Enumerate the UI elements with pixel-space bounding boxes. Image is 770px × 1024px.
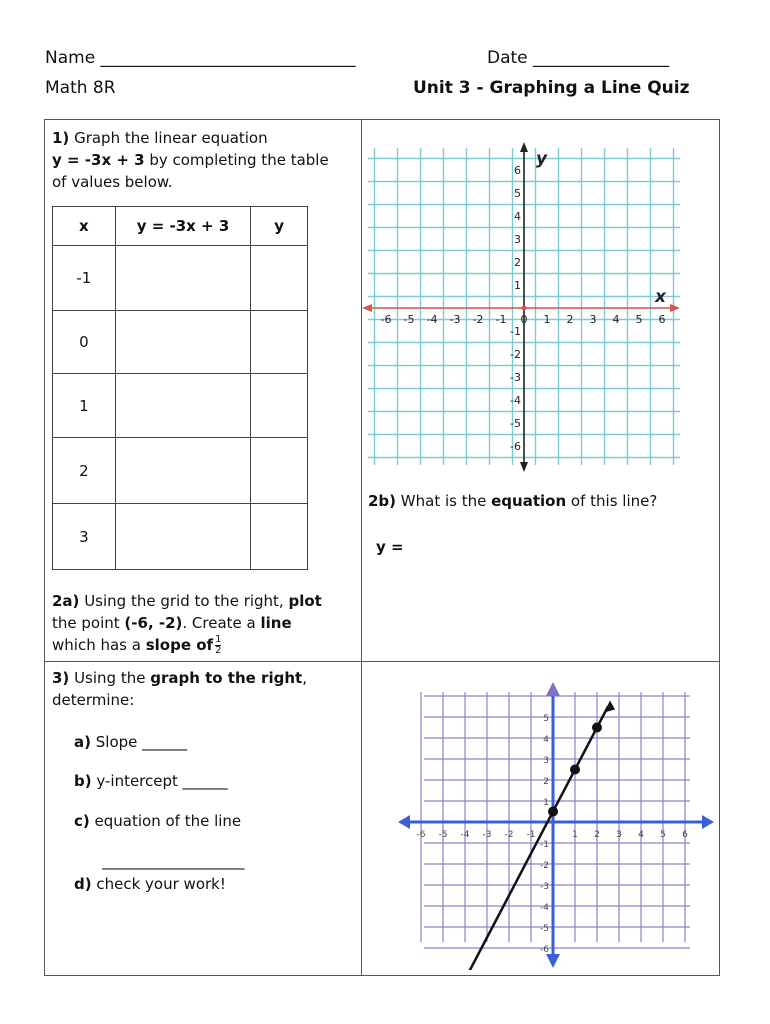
q2b-equation: equation — [491, 492, 567, 510]
y-cell[interactable] — [251, 438, 308, 504]
x-tick-label: -5 — [438, 830, 448, 840]
part-d-text: check your work! — [96, 875, 226, 893]
part-b-text: y-intercept ______ — [96, 772, 228, 790]
q1-number: 1) — [52, 129, 70, 147]
part-a-label: a) — [74, 733, 91, 751]
q3-part-b — [74, 770, 228, 792]
q2a-number: 2a) — [52, 592, 80, 610]
q3-part-c — [74, 810, 241, 832]
q2a-point: (-6, -2) — [124, 614, 183, 632]
y-tick-label: -4 — [540, 903, 549, 913]
part-a-text: Slope ______ — [95, 733, 188, 751]
y-tick-label: 6 — [514, 164, 521, 177]
x-tick-label: -2 — [472, 313, 484, 326]
question-1 — [52, 127, 357, 193]
x-value: -1 — [53, 246, 116, 311]
q2a-text4: which has a — [52, 636, 146, 654]
x-tick-label: 5 — [660, 830, 666, 840]
x-tick-label: 6 — [682, 830, 688, 840]
x-tick-label: -1 — [526, 830, 536, 840]
y-tick-label: 5 — [514, 187, 521, 200]
x-axis-arrow-right-icon — [702, 815, 714, 829]
plotted-point — [548, 807, 558, 817]
x-tick-label: -6 — [380, 313, 392, 326]
y-axis-label: y — [536, 149, 548, 169]
y-tick-label: -4 — [510, 394, 521, 407]
y-tick-label: -5 — [510, 417, 521, 430]
x-tick-label: 3 — [616, 830, 622, 840]
y-tick-label: 4 — [543, 735, 549, 745]
q2a-plot: plot — [288, 592, 322, 610]
x-value: 1 — [53, 374, 116, 438]
x-tick-label: -4 — [426, 313, 438, 326]
line-arrow-up-icon — [604, 701, 615, 713]
y-tick-label: -2 — [510, 348, 521, 361]
x-axis-arrow-right-icon — [670, 304, 680, 312]
y-tick-label: -6 — [510, 440, 521, 453]
y-cell[interactable] — [251, 504, 308, 570]
x-value: 3 — [53, 504, 116, 570]
q2a-slope: slope of — [145, 636, 214, 654]
part-c-label: c) — [74, 812, 90, 830]
x-tick-label: 0 — [520, 313, 528, 326]
table-row — [53, 311, 308, 374]
name-field-label: Name ______________________________ — [45, 48, 356, 68]
y-tick-label: 2 — [543, 777, 549, 787]
y-cell[interactable] — [251, 246, 308, 311]
row-divider — [44, 661, 720, 662]
y-axis-arrow-down-icon — [520, 462, 528, 472]
y-tick-label: 4 — [514, 210, 521, 223]
expression-cell[interactable] — [115, 438, 251, 504]
table-row — [53, 438, 308, 504]
y-tick-label: 3 — [514, 233, 521, 246]
q3-text1: Using the — [69, 669, 151, 687]
table-row — [53, 374, 308, 438]
y-tick-label: -1 — [510, 325, 521, 338]
q2b-number: 2b) — [368, 492, 397, 510]
q3-graph-right: graph to the right — [150, 669, 303, 687]
table-row — [53, 504, 308, 570]
q2b-text2: of this line? — [566, 492, 658, 510]
q3-number: 3) — [52, 669, 70, 687]
x-tick-label: -2 — [504, 830, 514, 840]
part-c-text: equation of the line — [94, 812, 242, 830]
q3-part-a — [74, 731, 187, 753]
q2b-answer-label: y = — [376, 538, 404, 556]
y-tick-label: 1 — [543, 798, 549, 808]
q2a-text2: the point — [52, 614, 125, 632]
x-tick-label: 1 — [572, 830, 578, 840]
q2a-line: line — [260, 614, 292, 632]
x-tick-label: -1 — [495, 313, 507, 326]
expression-cell[interactable] — [115, 374, 251, 438]
x-tick-label: -3 — [482, 830, 492, 840]
x-tick-label: 2 — [594, 830, 600, 840]
x-tick-label: 5 — [635, 313, 643, 326]
plotted-point — [570, 765, 580, 775]
table-row — [53, 246, 308, 311]
class-label: Math 8R — [45, 78, 116, 98]
y-tick-label: -3 — [510, 371, 521, 384]
x-value: 2 — [53, 438, 116, 504]
y-axis-arrow-up-icon — [546, 682, 560, 696]
y-tick-label: -3 — [540, 882, 549, 892]
y-tick-label: 3 — [543, 756, 549, 766]
expression-cell[interactable] — [115, 504, 251, 570]
q3-text2: , — [302, 669, 307, 687]
x-tick-label: -5 — [403, 313, 415, 326]
x-tick-label: -6 — [416, 830, 426, 840]
col-header-x: x — [53, 207, 116, 246]
quiz-title: Unit 3 - Graphing a Line Quiz — [413, 78, 690, 98]
q1-line2: by completing the table — [144, 151, 329, 169]
x-tick-label: -4 — [460, 830, 470, 840]
y-tick-label: -5 — [540, 924, 549, 934]
y-tick-label: -6 — [540, 945, 549, 955]
y-tick-label: 1 — [514, 279, 521, 292]
question-3 — [52, 667, 357, 711]
coordinate-grid-1[interactable] — [362, 140, 687, 475]
values-table — [52, 206, 308, 570]
col-header-y: y — [251, 207, 308, 246]
coordinate-grid-2 — [398, 680, 716, 970]
date-field-label: Date ________________ — [487, 48, 670, 68]
q2a-text3: . Create a — [182, 614, 261, 632]
x-value: 0 — [53, 311, 116, 374]
y-tick-label: -1 — [540, 840, 549, 850]
q1-line1: Graph the linear equation — [74, 129, 268, 147]
y-axis-arrow-down-icon — [546, 954, 560, 968]
q2b-text1: What is the — [396, 492, 492, 510]
y-tick-label: -2 — [540, 861, 549, 871]
question-2a — [52, 590, 357, 656]
y-cell[interactable] — [251, 311, 308, 374]
y-cell[interactable] — [251, 374, 308, 438]
expression-cell[interactable] — [115, 246, 251, 311]
y-tick-label: 5 — [543, 714, 549, 724]
q1-line3: of values below. — [52, 173, 173, 191]
answer-blank[interactable]: ___________________ — [102, 852, 245, 870]
x-tick-label: 4 — [638, 830, 644, 840]
x-axis-arrow-left-icon — [398, 815, 410, 829]
q1-equation: y = -3x + 3 — [52, 151, 145, 169]
expression-cell[interactable] — [115, 311, 251, 374]
origin-dot — [522, 306, 527, 311]
q2a-text1: Using the grid to the right, — [79, 592, 289, 610]
x-tick-label: 2 — [566, 313, 574, 326]
fraction-numerator: 1 — [215, 634, 222, 645]
x-tick-label: 3 — [589, 313, 597, 326]
col-header-expression: y = -3x + 3 — [115, 207, 251, 246]
part-b-label: b) — [74, 772, 92, 790]
y-tick-label: 2 — [514, 256, 521, 269]
q3-part-d — [74, 873, 226, 895]
x-tick-label: 4 — [612, 313, 620, 326]
q3-text3: determine: — [52, 691, 135, 709]
x-axis-arrow-left-icon — [362, 304, 372, 312]
x-axis-label: x — [655, 287, 666, 307]
question-2b — [368, 490, 713, 512]
plotted-point — [592, 723, 602, 733]
part-d-label: d) — [74, 875, 92, 893]
slope-fraction — [215, 635, 221, 656]
x-tick-label: 1 — [543, 313, 551, 326]
fraction-denominator: 2 — [215, 645, 222, 656]
y-axis-arrow-up-icon — [520, 142, 528, 152]
x-tick-label: -3 — [449, 313, 461, 326]
x-tick-label: 6 — [658, 313, 666, 326]
